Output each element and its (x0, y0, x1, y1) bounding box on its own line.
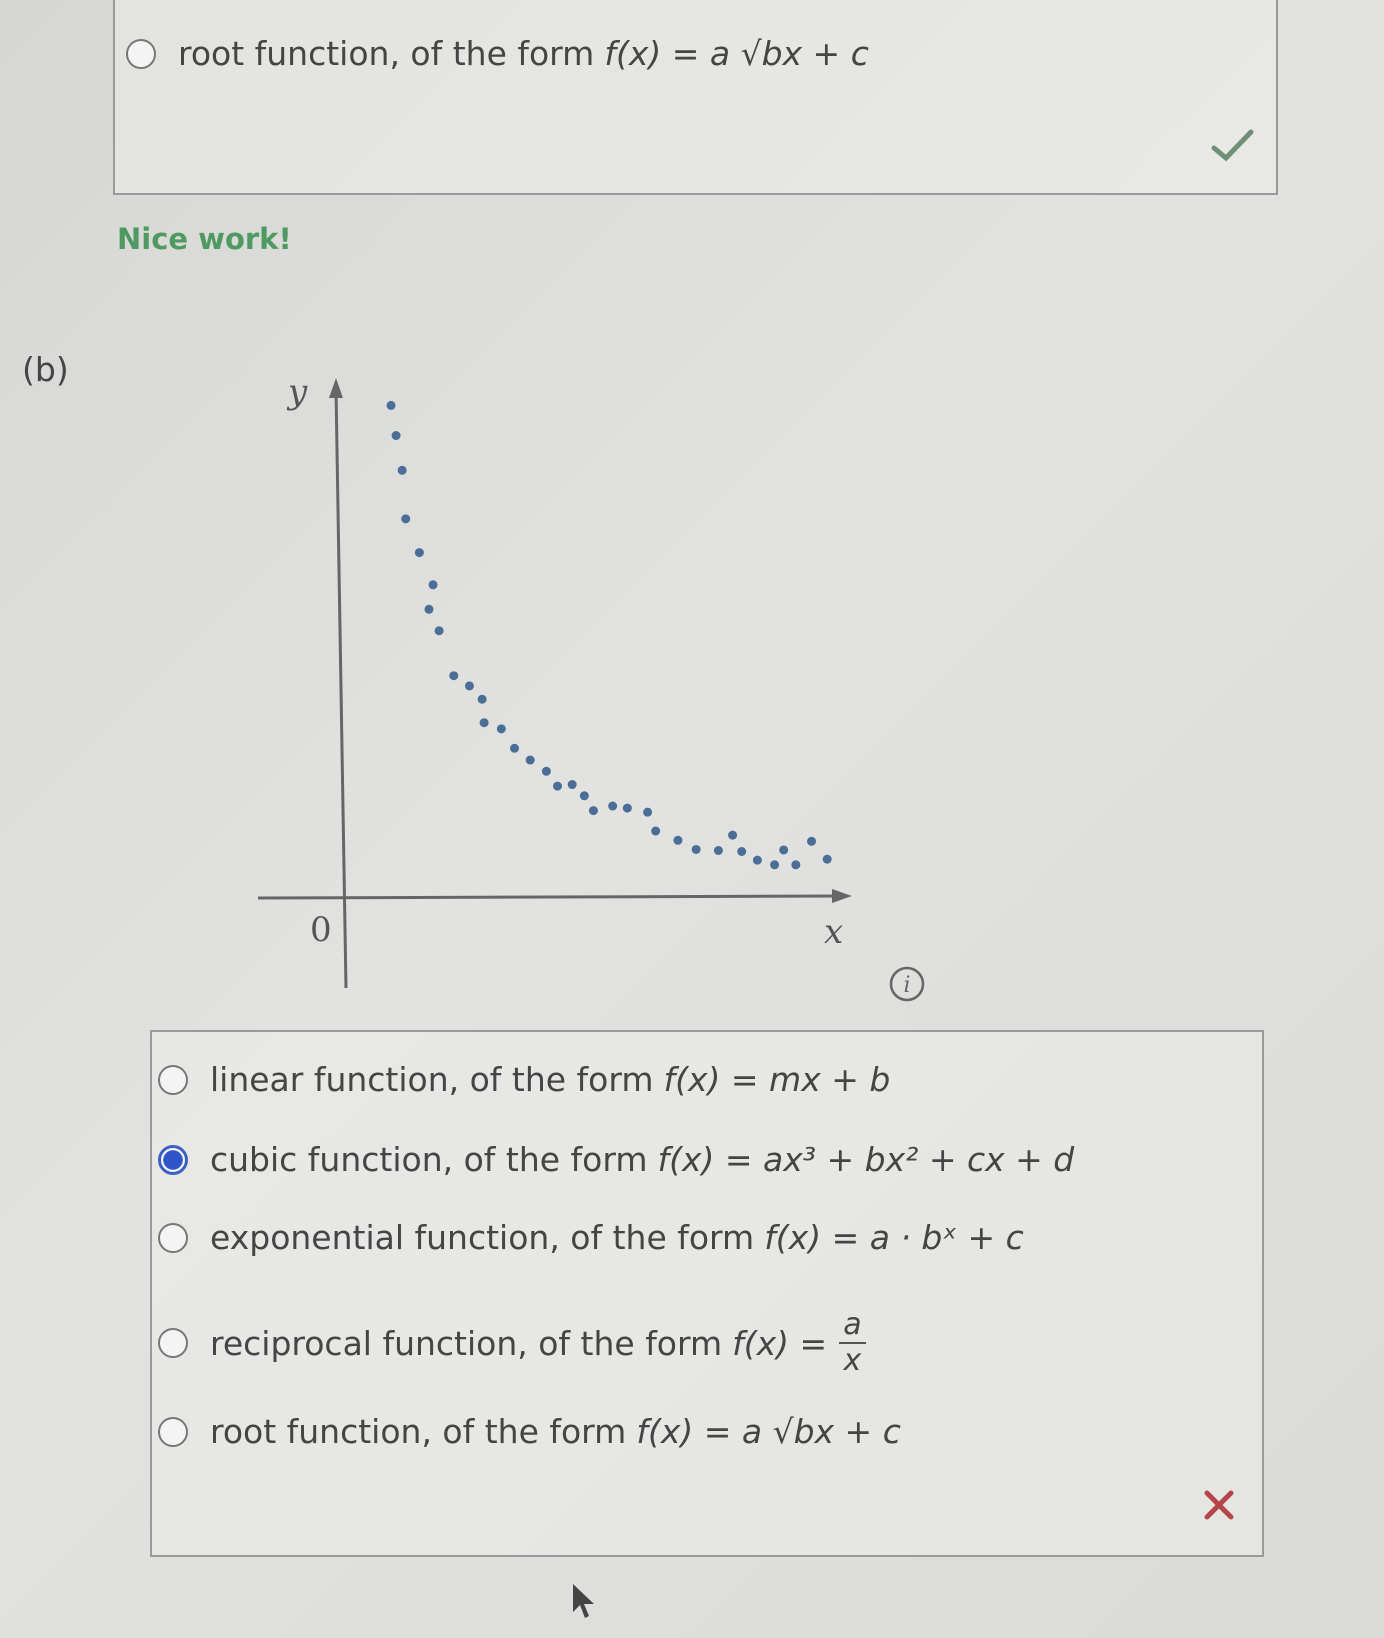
option-exponential[interactable] (158, 1218, 1024, 1257)
data-point (580, 791, 589, 800)
denominator: x (843, 1343, 862, 1378)
data-point (643, 808, 652, 817)
data-point (728, 831, 737, 840)
option-reciprocal[interactable] (158, 1308, 866, 1378)
data-point (478, 695, 487, 704)
option-label: cubic function, of the form (210, 1140, 648, 1179)
data-point (770, 860, 779, 869)
option-linear[interactable] (158, 1060, 890, 1099)
radio-button[interactable] (158, 1417, 188, 1447)
data-point (465, 681, 474, 690)
data-point (651, 827, 660, 836)
svg-text:i: i (903, 973, 911, 998)
option-formula: f(x) = mx + b (663, 1060, 891, 1099)
data-point (807, 837, 816, 846)
option-cubic[interactable] (158, 1140, 1074, 1179)
data-point (510, 744, 519, 753)
radio-button[interactable] (158, 1223, 188, 1253)
data-point (823, 855, 832, 864)
option-formula: f(x) = a √bx + c (636, 1412, 901, 1451)
feedback-text: Nice work! (117, 222, 292, 256)
option-label: root function, of the form (178, 34, 595, 73)
data-point (737, 847, 746, 856)
part-a-answer-box (113, 0, 1278, 195)
option-root-a[interactable] (126, 34, 869, 73)
data-point (753, 856, 762, 865)
radio-button[interactable] (126, 39, 156, 69)
x-axis-label: x (824, 912, 844, 952)
data-point (480, 718, 489, 727)
x-axis (258, 896, 840, 898)
x-axis-arrow (832, 889, 852, 903)
data-point (435, 626, 444, 635)
info-icon[interactable] (888, 965, 926, 1003)
data-point (401, 514, 410, 523)
data-point (429, 580, 438, 589)
radio-button-selected[interactable] (158, 1145, 188, 1175)
data-point (392, 431, 401, 440)
option-root[interactable] (158, 1412, 901, 1451)
check-icon (1210, 128, 1255, 163)
data-point (779, 845, 788, 854)
data-point (398, 466, 407, 475)
option-label: linear function, of the form (210, 1060, 654, 1099)
data-point (415, 548, 424, 557)
scatter-plot (240, 370, 920, 1010)
data-point (424, 605, 433, 614)
option-label: root function, of the form (210, 1412, 627, 1451)
data-point (542, 767, 551, 776)
part-b-answer-box (150, 1030, 1264, 1557)
data-point (791, 860, 800, 869)
radio-button[interactable] (158, 1065, 188, 1095)
data-point (589, 806, 598, 815)
data-point (568, 780, 577, 789)
data-point (623, 804, 632, 813)
option-label: exponential function, of the form (210, 1218, 755, 1257)
data-point (387, 401, 396, 410)
y-axis-label: y (288, 372, 308, 412)
radio-button[interactable] (158, 1328, 188, 1358)
data-point (714, 846, 723, 855)
data-point (553, 782, 562, 791)
option-label: reciprocal function, of the form (210, 1323, 723, 1363)
mouse-cursor-icon (570, 1582, 600, 1622)
data-point (692, 845, 701, 854)
option-formula: f(x) = (732, 1323, 828, 1363)
data-point (497, 724, 506, 733)
numerator: a (839, 1308, 865, 1344)
data-point (526, 756, 535, 765)
y-axis-arrow (329, 378, 343, 398)
data-point (673, 836, 682, 845)
data-point (449, 671, 458, 680)
fraction (839, 1308, 865, 1378)
part-label: (b) (22, 350, 69, 389)
data-point (608, 802, 617, 811)
option-formula: f(x) = a · bˣ + c (764, 1218, 1024, 1257)
option-formula: f(x) = a √bx + c (604, 34, 869, 73)
x-mark-icon (1202, 1488, 1236, 1522)
option-formula: f(x) = ax³ + bx² + cx + d (657, 1140, 1075, 1179)
origin-label: 0 (310, 910, 332, 950)
